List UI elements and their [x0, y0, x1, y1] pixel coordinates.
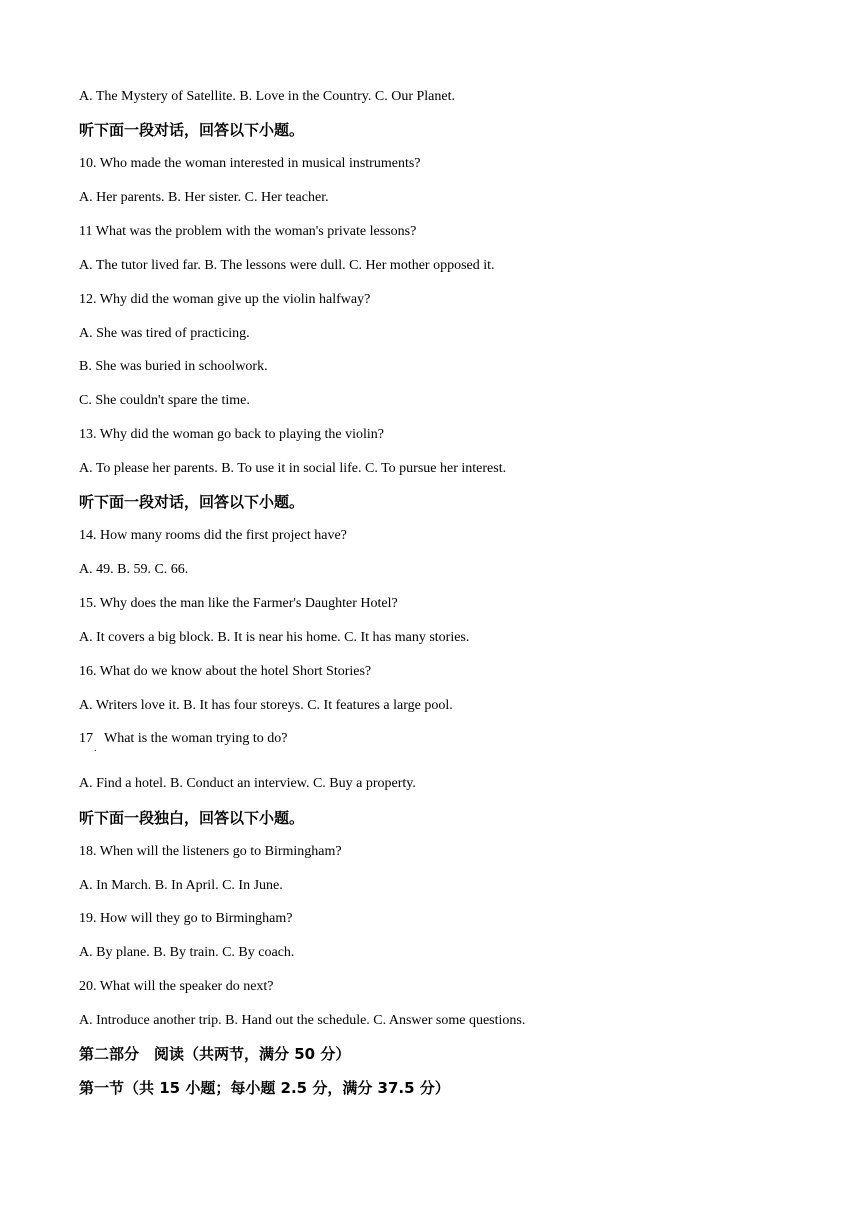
q17-options: A. Find a hotel. B. Conduct an interview. C. Buy a property.	[79, 776, 416, 791]
q12-question: 12. Why did the woman give up the violin halfway?	[79, 292, 371, 307]
q12-option-c: C. She couldn't spare the time.	[79, 393, 250, 408]
q9-options: A. The Mystery of Satellite. B. Love in the Country. C. Our Planet.	[79, 89, 456, 104]
section-heading: 听下面一段对话，回答以下小题。	[79, 493, 305, 511]
q17-number: 17 .	[79, 730, 104, 748]
part-heading: 第二部分 阅读（共两节，满分 50 分）	[79, 1045, 351, 1063]
q11-question: 11 What was the problem with the woman's private lessons?	[79, 224, 417, 239]
subsection-heading: 第一节（共 15 小题；每小题 2.5 分，满分 37.5 分）	[79, 1079, 450, 1097]
q10-options: A. Her parents. B. Her sister. C. Her teacher.	[79, 190, 329, 205]
q17-question	[79, 730, 288, 748]
q18-options: A. In March. B. In April. C. In June.	[79, 878, 283, 893]
q19-options: A. By plane. B. By train. C. By coach.	[79, 945, 295, 960]
section-heading: 听下面一段独白，回答以下小题。	[79, 809, 305, 827]
q18-question: 18. When will the listeners go to Birmingham?	[79, 844, 342, 859]
q20-options: A. Introduce another trip. B. Hand out the schedule. C. Answer some questions.	[79, 1013, 526, 1028]
q13-options: A. To please her parents. B. To use it in social life. C. To pursue her interest.	[79, 461, 507, 476]
q10-question: 10. Who made the woman interested in musical instruments?	[79, 156, 421, 171]
q14-options: A. 49. B. 59. C. 66.	[79, 562, 189, 577]
q12-option-b: B. She was buried in schoolwork.	[79, 359, 268, 374]
q15-options: A. It covers a big block. B. It is near his home. C. It has many stories.	[79, 630, 470, 645]
q17-text: What is the woman trying to do?	[104, 731, 288, 746]
q12-option-a: A. She was tired of practicing.	[79, 326, 250, 341]
q16-question: 16. What do we know about the hotel Short Stories?	[79, 664, 372, 679]
q16-options: A. Writers love it. B. It has four storeys. C. It features a large pool.	[79, 698, 453, 713]
q20-question: 20. What will the speaker do next?	[79, 979, 274, 994]
q13-question: 13. Why did the woman go back to playing the violin?	[79, 427, 384, 442]
q14-question: 14. How many rooms did the first project have?	[79, 528, 347, 543]
q19-question: 19. How will they go to Birmingham?	[79, 911, 293, 926]
q11-options: A. The tutor lived far. B. The lessons were dull. C. Her mother opposed it.	[79, 258, 495, 273]
q15-question: 15. Why does the man like the Farmer's Daughter Hotel?	[79, 596, 398, 611]
section-heading: 听下面一段对话，回答以下小题。	[79, 121, 305, 139]
